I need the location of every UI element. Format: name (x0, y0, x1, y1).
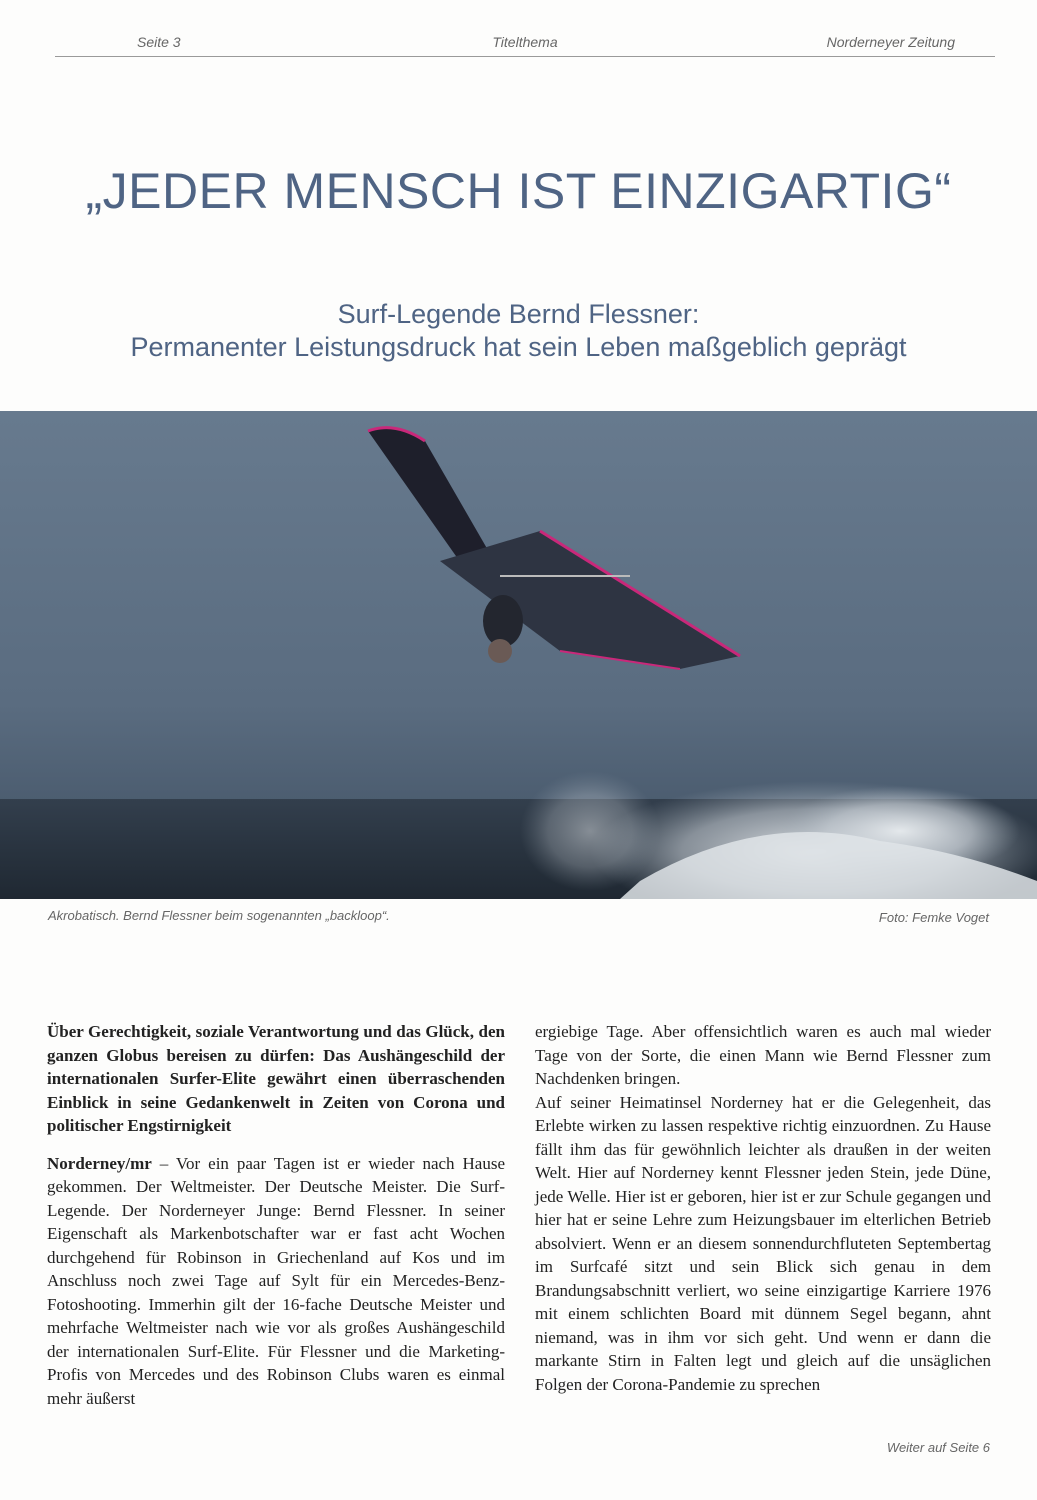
subheadline (0, 298, 1037, 364)
section-name: Titelthema (492, 34, 558, 50)
publication-name: Norderneyer Zeitung (826, 34, 955, 50)
subheadline-line-2: Permanenter Leistungsdruck hat sein Leben maßgeblich geprägt (130, 332, 907, 362)
windsurfer-photo (0, 411, 1037, 899)
article-paragraph-2: ergiebige Tage. Aber offensichtlich waren es auch mal wieder Tage von der Sorte, die einen Mann wie Bernd Flessner zum Nachdenken bringen. (535, 1022, 991, 1088)
article-column-left (47, 1020, 505, 1410)
subheadline-line-1: Surf-Legende Bernd Flessner: (337, 299, 700, 329)
dateline: Norderney/mr (47, 1153, 152, 1173)
article-body-1: – Vor ein paar Tagen ist er wieder nach Hause gekommen. Der Weltmeister. Der Deutsche Meister. Die Surf-Legende. Der Norderneyer Junge: Bernd Flessner. In seiner Eigenschaft als Markenbotschafter war er fast acht Wochen durchgehend für Robinson in Griechenland auf Kos und im Anschluss noch zwei Tage auf Sylt für ein Mercedes-Benz-Fotoshooting. Immerhin gilt der 16-fache Deutsche Meister und mehrfache Weltmeister nach wie vor als großes Aushängeschild der internationalen Surf-Elite. Für Flessner und die Marketing-Profis von Mercedes und des Robinson Clubs waren es einmal mehr äußerst (47, 1153, 505, 1408)
page-header (55, 30, 995, 57)
article-column-right (535, 1020, 991, 1396)
surfer (483, 595, 523, 647)
continuation-note: Weiter auf Seite 6 (886, 1440, 990, 1455)
article-lead: Über Gerechtigkeit, soziale Verantwortung und das Glück, den ganzen Globus bereisen zu dürfen: Das Aushängeschild der internationalen Surfer-Elite gewährt einen überraschenden Einblick in seine Gedankenwelt in Zeiten von Corona und politischer Engstirnigkeit (47, 1022, 505, 1135)
photo-caption: Akrobatisch. Bernd Flessner beim sogenannten „backloop“. (48, 908, 390, 923)
page-number: Seite 3 (137, 34, 181, 50)
article-paragraph-1 (47, 1152, 505, 1411)
article-paragraph-3: Auf seiner Heimatinsel Norderney hat er die Gelegenheit, das Erlebte wirken zu lassen respektive richtig einzuordnen. Zu Hause fällt ihm das für gewöhnlich leichter als draußen in der weiten Welt. Hier auf Norderney kennt Flessner jeden Stein, jede Düne, jede Welle. Hier ist er geboren, hier ist er zur Schule gegangen und hier hat er seine Lehre zum Heizungsbauer im elterlichen Betrieb absolviert. Wenn er an diesem sonnendurchfluteten Septembertag im Surfcafé sitzt und sein Blick sich genau in dem Brandungsabschnitt verliert, wo seine einzigartige Karriere 1976 mit einem schlichten Board mit dünnem Segel begann, ahnt niemand, was in ihm vor sich geht. Und wenn er dann die markante Stirn in Falten legt und gleich auf die unsäglichen Folgen der Corona-Pandemie zu sprechen (535, 1092, 991, 1394)
headline: „JEDER MENSCH IST EINZIGARTIG“ (85, 163, 952, 219)
photo-credit: Foto: Femke Voget (878, 910, 989, 925)
